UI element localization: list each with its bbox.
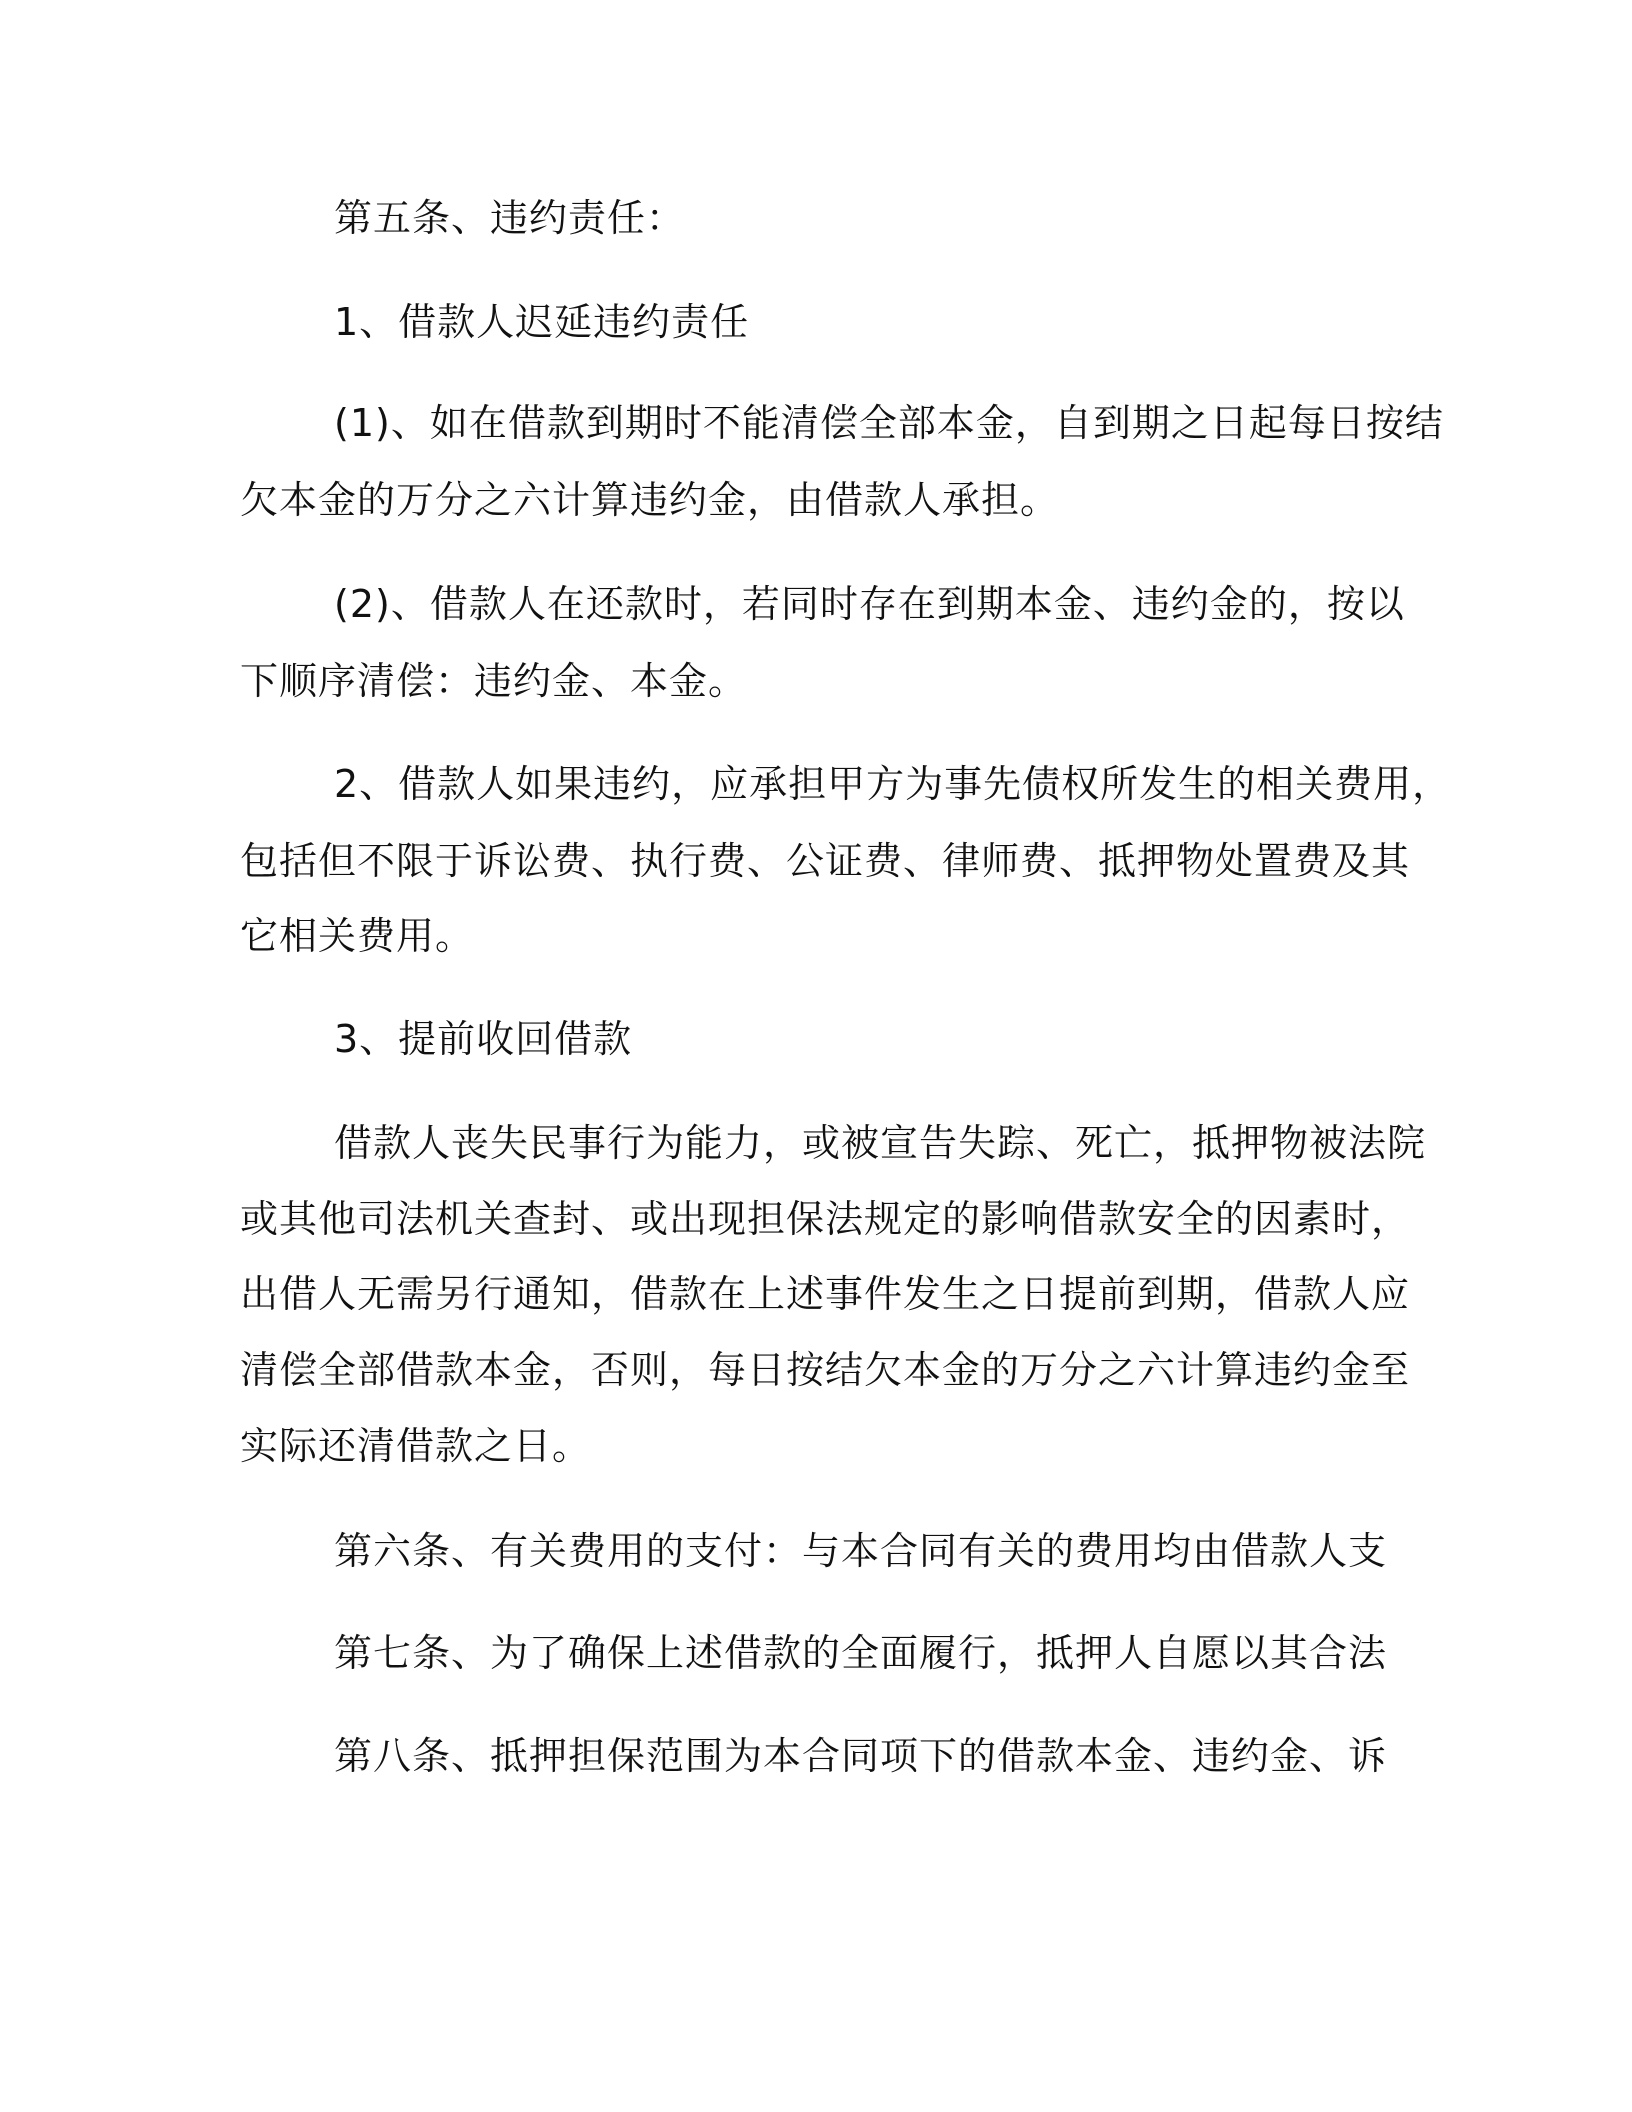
clause-1-2-line-1: (2)、借款人在还款时，若同时存在到期本金、违约金的，按以 bbox=[334, 582, 1405, 626]
clause-3-line-5: 实际还清借款之日。 bbox=[240, 1424, 592, 1468]
clause-1-heading: 1、借款人迟延违约责任 bbox=[334, 300, 750, 344]
clause-3-line-4: 清偿全部借款本金，否则，每日按结欠本金的万分之六计算违约金至 bbox=[240, 1348, 1411, 1392]
clause-3-line-1: 借款人丧失民事行为能力，或被宣告失踪、死亡，抵押物被法院 bbox=[334, 1121, 1427, 1165]
clause-3-line-2: 或其他司法机关查封、或出现担保法规定的影响借款安全的因素时， bbox=[240, 1197, 1411, 1241]
clause-2-line-3: 它相关费用。 bbox=[240, 914, 475, 958]
article-8-line: 第八条、抵押担保范围为本合同项下的借款本金、违约金、诉 bbox=[334, 1734, 1388, 1778]
clause-2-line-2: 包括但不限于诉讼费、执行费、公证费、律师费、抵押物处置费及其 bbox=[240, 839, 1411, 883]
clause-3-heading: 3、提前收回借款 bbox=[334, 1017, 633, 1061]
article-7-line: 第七条、为了确保上述借款的全面履行，抵押人自愿以其合法 bbox=[334, 1631, 1388, 1675]
clause-3-line-3: 出借人无需另行通知，借款在上述事件发生之日提前到期，借款人应 bbox=[240, 1272, 1411, 1316]
clause-1-2-line-2: 下顺序清偿：违约金、本金。 bbox=[240, 659, 748, 703]
clause-1-1-line-1: (1)、如在借款到期时不能清偿全部本金，自到期之日起每日按结 bbox=[334, 401, 1444, 445]
article-5-heading: 第五条、违约责任： bbox=[334, 196, 686, 240]
article-6-line: 第六条、有关费用的支付：与本合同有关的费用均由借款人支 bbox=[334, 1529, 1388, 1573]
clause-1-1-line-2: 欠本金的万分之六计算违约金，由借款人承担。 bbox=[240, 478, 1060, 522]
clause-2-line-1: 2、借款人如果违约，应承担甲方为事先债权所发生的相关费用， bbox=[334, 762, 1452, 806]
